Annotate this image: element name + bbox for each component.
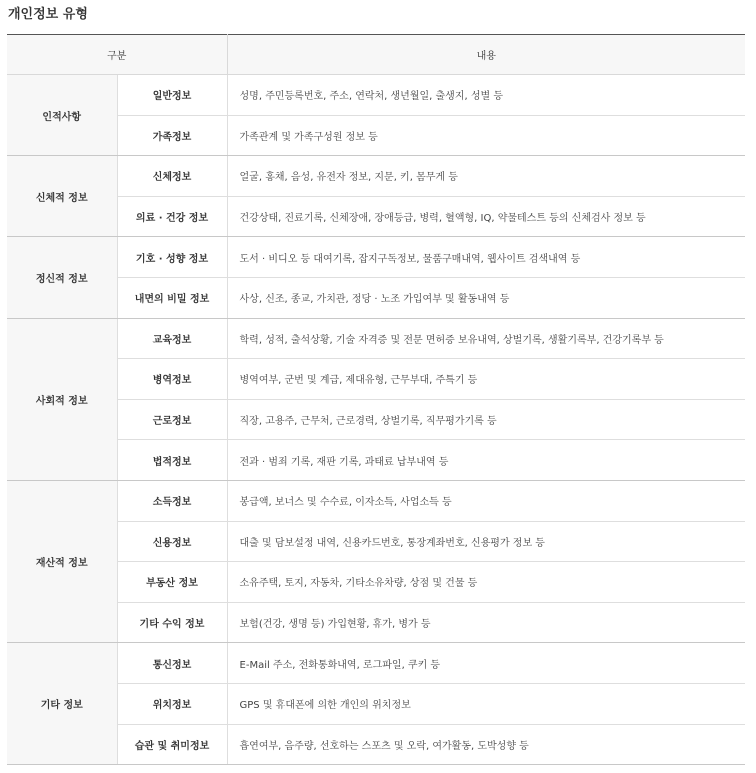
table-row [7,602,745,643]
info-content-cell: 건강상태, 진료기록, 신체장애, 장애등급, 병력, 혈액형, IQ, 약물테스트 등의 신체검사 정보 등 [227,196,745,237]
info-type-cell: 일반정보 [117,75,227,116]
table-row [7,318,745,359]
category-cell: 정신적 정보 [7,237,117,318]
info-content-cell: 가족관계 및 가족구성원 정보 등 [227,115,745,156]
header-content: 내용 [227,35,745,75]
table-row [7,724,745,765]
info-type-cell: 신용정보 [117,521,227,562]
info-content-cell: GPS 및 휴대폰에 의한 개인의 위치정보 [227,683,745,724]
info-type-cell: 부동산 정보 [117,562,227,603]
table-row [7,440,745,481]
table-row [7,237,745,278]
info-content-cell: E-Mail 주소, 전화통화내역, 로그파일, 쿠키 등 [227,643,745,684]
info-content-cell: 대출 및 담보설정 내역, 신용카드번호, 통장계좌번호, 신용평가 정보 등 [227,521,745,562]
info-type-cell: 근로정보 [117,399,227,440]
header-category: 구분 [7,35,227,75]
info-type-cell: 기타 수익 정보 [117,602,227,643]
info-type-cell: 위치정보 [117,683,227,724]
table-row [7,643,745,684]
info-content-cell: 얼굴, 홍채, 음성, 유전자 정보, 지문, 키, 몸무게 등 [227,156,745,197]
info-type-cell: 의료 · 건강 정보 [117,196,227,237]
table-row [7,196,745,237]
category-cell: 사회적 정보 [7,318,117,480]
info-content-cell: 흡연여부, 음주량, 선호하는 스포츠 및 오락, 여가활동, 도박성향 등 [227,724,745,765]
info-content-cell: 보험(건강, 생명 등) 가입현황, 휴가, 병가 등 [227,602,745,643]
category-cell: 기타 정보 [7,643,117,765]
info-content-cell: 직장, 고용주, 근무처, 근로경력, 상벌기록, 직무평가기록 등 [227,399,745,440]
info-type-cell: 병역정보 [117,359,227,400]
info-content-cell: 성명, 주민등록번호, 주소, 연락처, 생년월일, 출생지, 성별 등 [227,75,745,116]
info-type-cell: 신체정보 [117,156,227,197]
table-header-row [7,35,745,75]
info-type-cell: 법적정보 [117,440,227,481]
table-row [7,480,745,521]
table-header [7,35,745,75]
table-row [7,156,745,197]
info-content-cell: 학력, 성적, 출석상황, 기술 자격증 및 전문 면허증 보유내역, 상벌기록, 생활기록부, 건강기록부 등 [227,318,745,359]
page-title: 개인정보 유형 [8,7,88,22]
personal-info-types-table [7,34,745,765]
info-type-cell: 가족정보 [117,115,227,156]
category-cell: 인적사항 [7,75,117,156]
info-type-cell: 교육정보 [117,318,227,359]
info-type-cell: 소득정보 [117,480,227,521]
table-row [7,683,745,724]
info-type-cell: 내면의 비밀 정보 [117,277,227,318]
info-type-cell: 기호 · 성향 정보 [117,237,227,278]
info-content-cell: 전과 · 범죄 기록, 재판 기록, 과태료 납부내역 등 [227,440,745,481]
table-row [7,562,745,603]
info-content-cell: 사상, 신조, 종교, 가치관, 정당 · 노조 가입여부 및 활동내역 등 [227,277,745,318]
category-cell: 재산적 정보 [7,480,117,642]
info-type-cell: 습관 및 취미정보 [117,724,227,765]
table-row [7,115,745,156]
table-row [7,277,745,318]
table-row [7,399,745,440]
category-cell: 신체적 정보 [7,156,117,237]
table-row [7,359,745,400]
info-content-cell: 병역여부, 군번 및 계급, 제대유형, 근무부대, 주특기 등 [227,359,745,400]
info-content-cell: 봉급액, 보너스 및 수수료, 이자소득, 사업소득 등 [227,480,745,521]
table-row [7,521,745,562]
info-type-cell: 통신정보 [117,643,227,684]
table-body [7,75,745,765]
info-content-cell: 소유주택, 토지, 자동차, 기타소유차량, 상점 및 건물 등 [227,562,745,603]
info-content-cell: 도서 · 비디오 등 대여기록, 잡지구독정보, 물품구매내역, 웹사이트 검색내역 등 [227,237,745,278]
table-row [7,75,745,116]
